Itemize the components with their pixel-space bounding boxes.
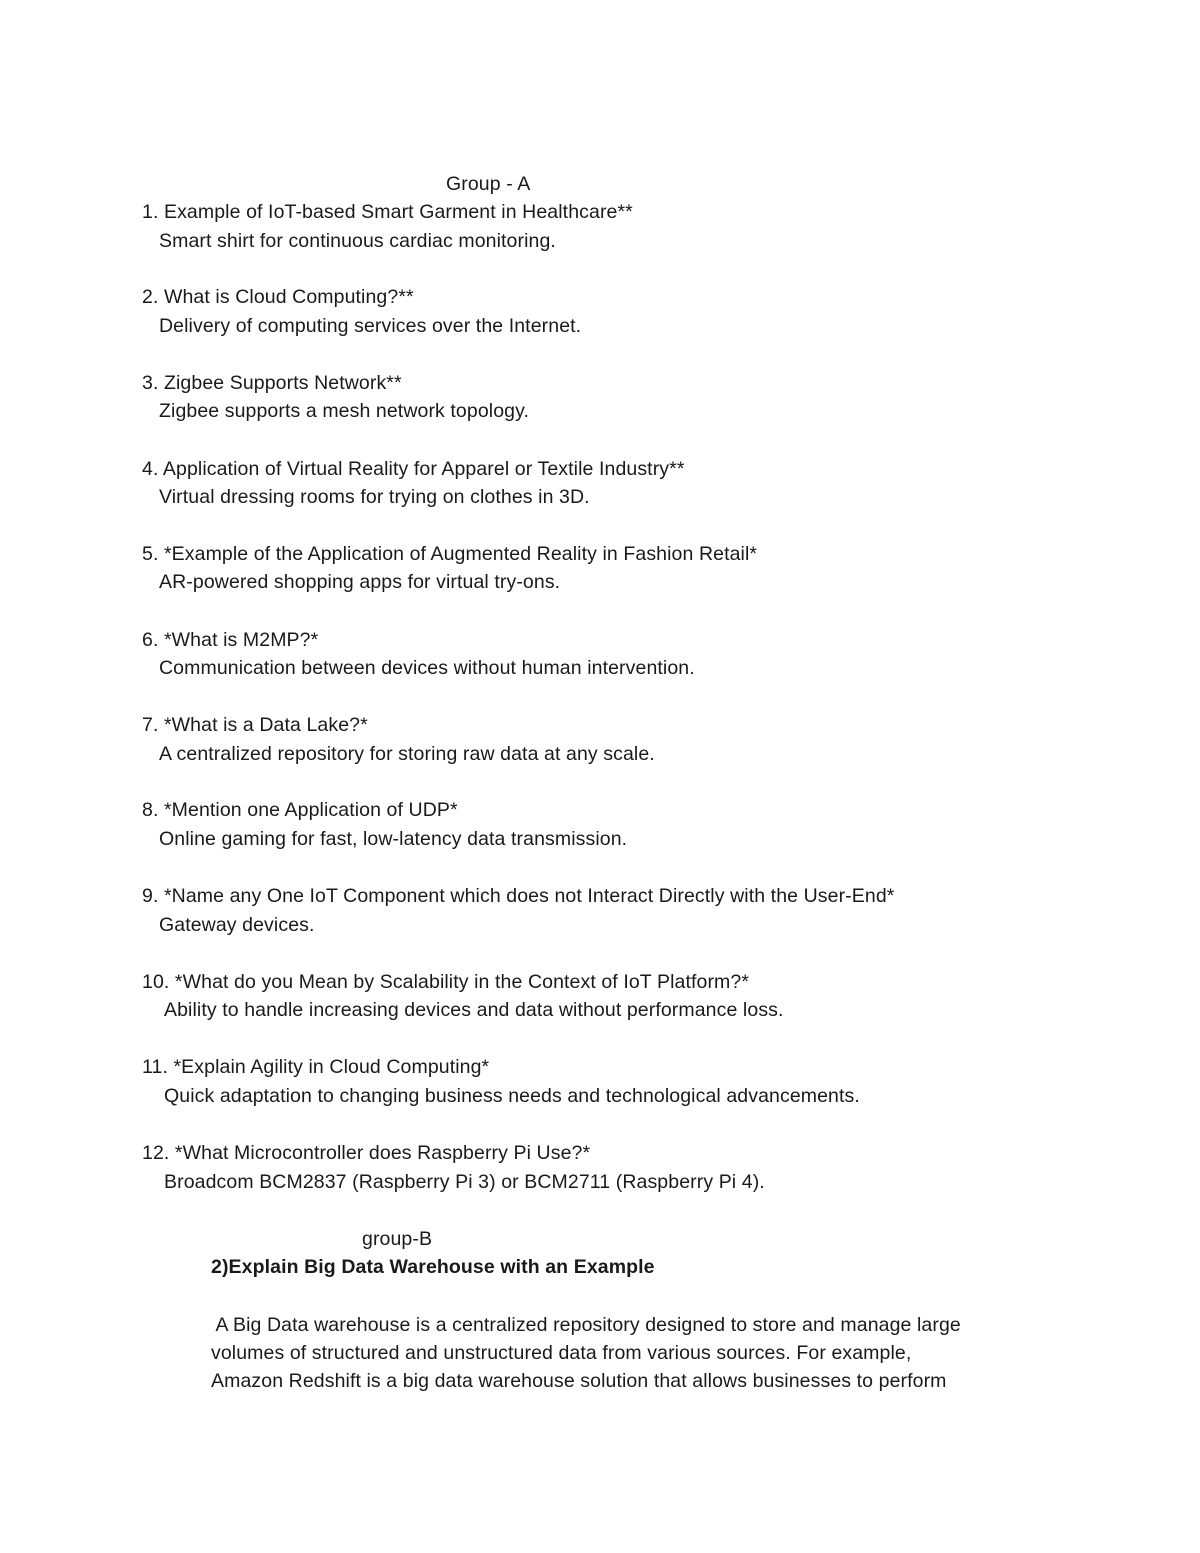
answer-2: Delivery of computing services over the Internet. xyxy=(159,315,582,337)
question-5: 5. *Example of the Application of Augmented Reality in Fashion Retail* xyxy=(142,543,758,565)
answer-8: Online gaming for fast, low-latency data transmission. xyxy=(159,828,628,850)
answer-10: Ability to handle increasing devices and data without performance loss. xyxy=(164,999,784,1021)
group-a-heading: Group - A xyxy=(446,173,531,195)
question-12: 12. *What Microcontroller does Raspberry Pi Use?* xyxy=(142,1142,591,1164)
answer-6: Communication between devices without human intervention. xyxy=(159,657,695,679)
question-3: 3. Zigbee Supports Network** xyxy=(142,372,402,394)
answer-3: Zigbee supports a mesh network topology. xyxy=(159,400,530,422)
answer-5: AR-powered shopping apps for virtual try-ons. xyxy=(159,571,561,593)
question-7: 7. *What is a Data Lake?* xyxy=(142,714,368,736)
answer-1: Smart shirt for continuous cardiac monitoring. xyxy=(159,230,556,252)
answer-11: Quick adaptation to changing business needs and technological advancements. xyxy=(164,1085,860,1107)
question-10: 10. *What do you Mean by Scalability in the Context of IoT Platform?* xyxy=(142,971,750,993)
group-b-heading: group-B xyxy=(362,1228,433,1250)
question-4: 4. Application of Virtual Reality for Apparel or Textile Industry** xyxy=(142,458,685,480)
group-b-answer-line-1: A Big Data warehouse is a centralized repository designed to store and manage large xyxy=(211,1314,961,1336)
group-b-answer-line-2: volumes of structured and unstructured data from various sources. For example, xyxy=(211,1342,912,1364)
group-b-answer-line-3: Amazon Redshift is a big data warehouse solution that allows businesses to perform xyxy=(211,1370,947,1392)
answer-7: A centralized repository for storing raw data at any scale. xyxy=(159,743,655,765)
answer-4: Virtual dressing rooms for trying on clothes in 3D. xyxy=(159,486,590,508)
question-8: 8. *Mention one Application of UDP* xyxy=(142,799,458,821)
question-9: 9. *Name any One IoT Component which does not Interact Directly with the User-End* xyxy=(142,885,895,907)
answer-12: Broadcom BCM2837 (Raspberry Pi 3) or BCM2711 (Raspberry Pi 4). xyxy=(164,1171,765,1193)
question-2: 2. What is Cloud Computing?** xyxy=(142,286,414,308)
group-b-question: 2)Explain Big Data Warehouse with an Example xyxy=(211,1256,655,1278)
question-11: 11. *Explain Agility in Cloud Computing* xyxy=(142,1056,490,1078)
answer-9: Gateway devices. xyxy=(159,914,315,936)
question-6: 6. *What is M2MP?* xyxy=(142,629,319,651)
question-1: 1. Example of IoT-based Smart Garment in Healthcare** xyxy=(142,201,633,223)
